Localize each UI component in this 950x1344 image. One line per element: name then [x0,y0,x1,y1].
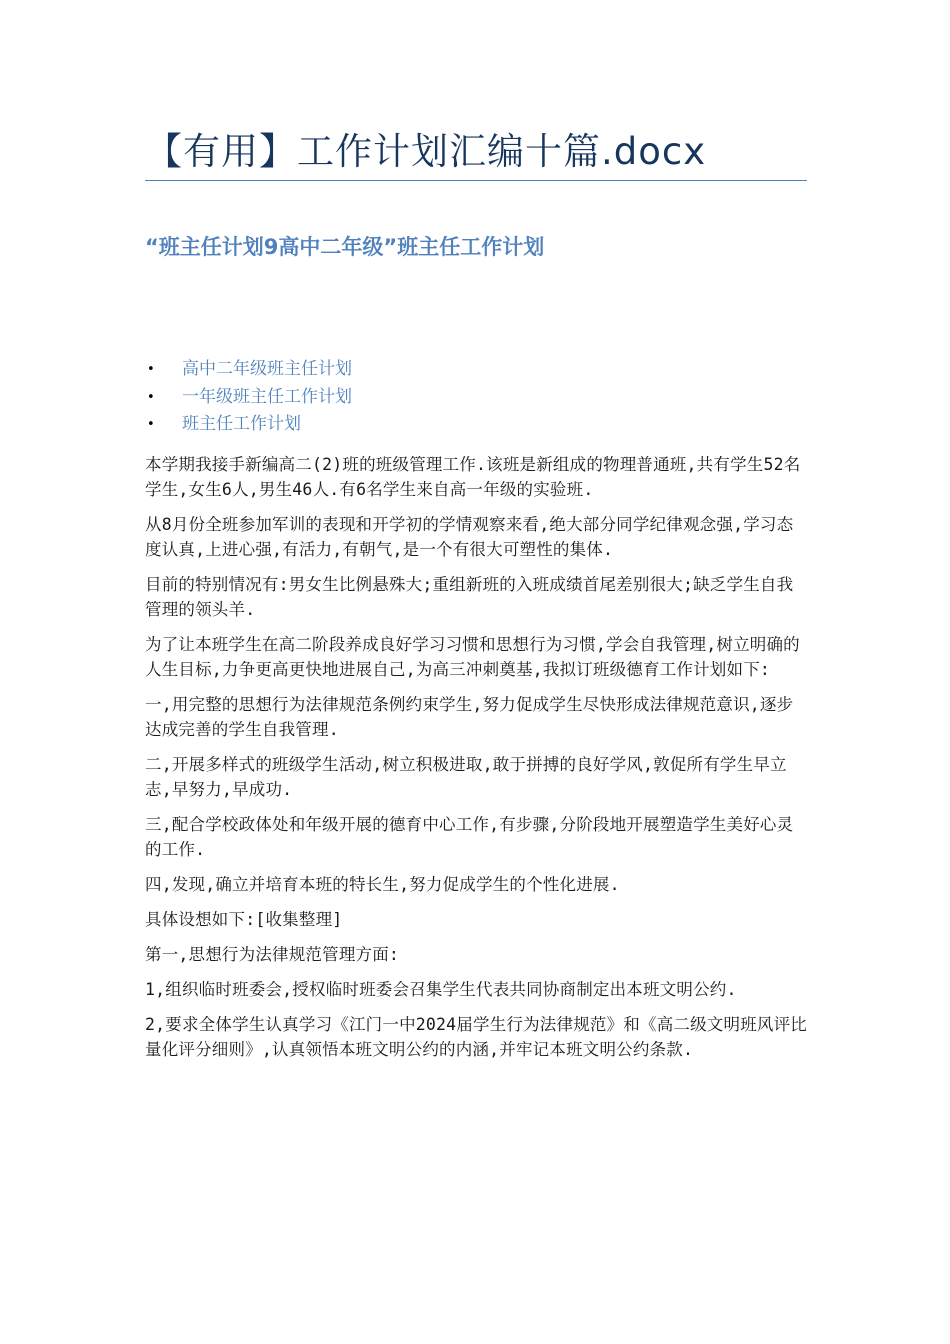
related-link[interactable]: 高中二年级班主任计划 [182,359,352,379]
body-paragraph: 具体设想如下:[收集整理] [145,910,343,929]
related-link[interactable]: 班主任工作计划 [182,414,301,434]
body-paragraph: 1,组织临时班委会,授权临时班委会召集学生代表共同协商制定出本班文明公约. [145,980,737,999]
body-paragraph: 四,发现,确立并培育本班的特长生,努力促成学生的个性化进展. [145,875,620,894]
body-paragraph: 从8月份全班参加军训的表现和开学初的学情观察来看,绝大部分同学纪律观念强,学习态度认真,上进心强,有活力,有朝气,是一个有很大可塑性的集体. [145,515,794,559]
bullet-icon: • [147,389,155,405]
body-paragraph: 第一,思想行为法律规范管理方面: [145,945,400,964]
body-paragraph: 2,要求全体学生认真学习《江门一中2024届学生行为法律规范》和《高二级文明班风评比量化评分细则》,认真领悟本班文明公约的内涵,并牢记本班文明公约条款. [145,1015,808,1059]
body-paragraph: 为了让本班学生在高二阶段养成良好学习习惯和思想行为习惯,学会自我管理,树立明确的人生目标,力争更高更快地进展自己,为高三冲刺奠基,我拟订班级德育工作计划如下: [145,635,800,679]
body-paragraph: 三,配合学校政体处和年级开展的德育中心工作,有步骤,分阶段地开展塑造学生美好心灵的工作. [145,815,794,859]
body-paragraph: 本学期我接手新编高二(2)班的班级管理工作.该班是新组成的物理普通班,共有学生52名学生,女生6人,男生46人.有6名学生来自高一年级的实验班. [145,455,801,499]
document-subtitle: “班主任计划9高中二年级”班主任工作计划 [145,235,545,259]
body-paragraph: 二,开展多样式的班级学生活动,树立积极进取,敢于拼搏的良好学风,敦促所有学生早立志,早努力,早成功. [145,755,787,799]
body-paragraph: 一,用完整的思想行为法律规范条例约束学生,努力促成学生尽快形成法律规范意识,逐步达成完善的学生自我管理. [145,695,794,739]
document-body [145,452,807,1072]
bullet-icon: • [147,362,155,377]
document-title: 【有用】工作计划汇编十篇.docx [145,130,707,173]
bullet-icon: • [147,417,155,432]
title-underline [145,180,807,181]
related-link[interactable]: 一年级班主任工作计划 [182,386,352,407]
body-paragraph: 目前的特别情况有:男女生比例悬殊大;重组新班的入班成绩首尾差别很大;缺乏学生自我管理的领头羊. [145,575,794,619]
